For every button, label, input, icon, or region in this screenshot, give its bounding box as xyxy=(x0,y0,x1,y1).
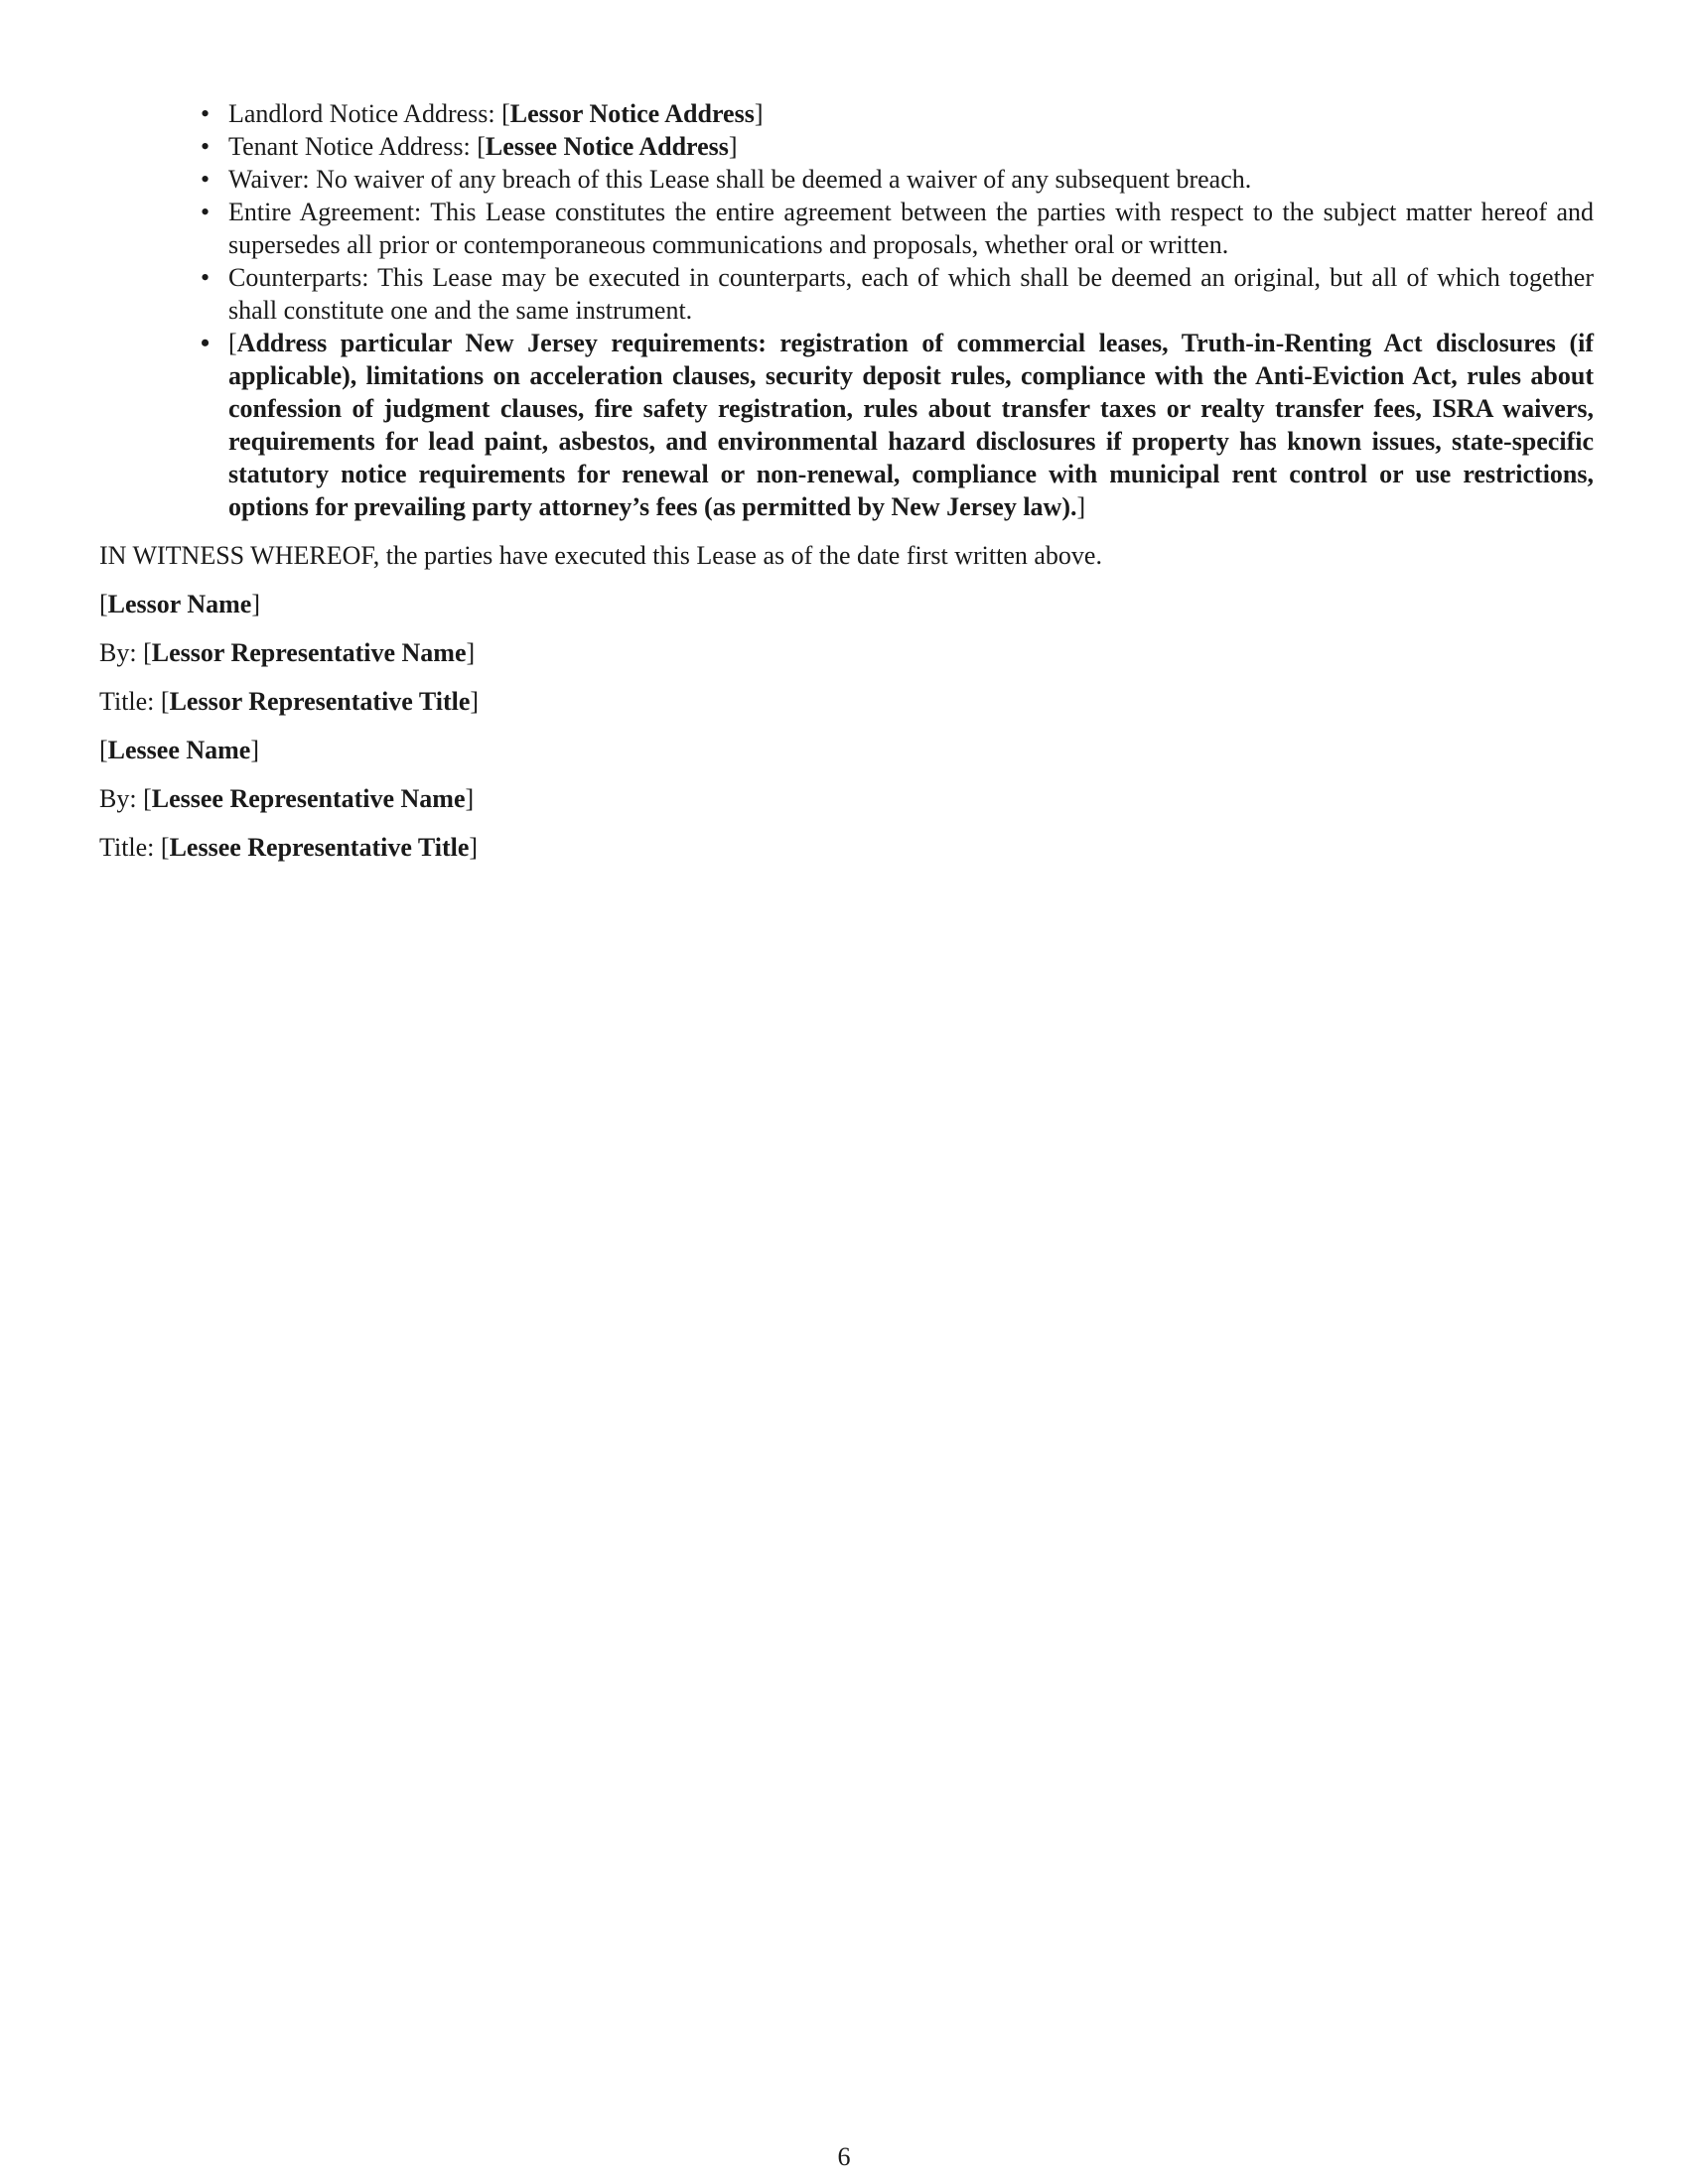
open-bracket: [ xyxy=(143,784,152,813)
close-bracket: ] xyxy=(470,687,480,716)
lessee-representative-title: Lessee Representative Title xyxy=(169,833,470,862)
close-bracket: ] xyxy=(465,784,475,813)
clause-label: Tenant Notice Address: xyxy=(228,132,471,161)
lessor-by-line xyxy=(99,636,1594,669)
title-label: Title: xyxy=(99,687,155,716)
clause-new-jersey-requirements-note xyxy=(228,327,1594,523)
open-bracket: [ xyxy=(160,833,170,862)
lessor-name-line xyxy=(99,588,1594,620)
placeholder-lessor-notice-address: Lessor Notice Address xyxy=(509,99,755,128)
clause-label: Landlord Notice Address: xyxy=(228,99,495,128)
open-bracket: [ xyxy=(99,736,108,764)
lessee-representative-name: Lessee Representative Name xyxy=(151,784,466,813)
open-bracket: [ xyxy=(477,132,486,161)
clause-tenant-notice-address xyxy=(228,130,1594,163)
page-number: 6 xyxy=(837,2142,851,2171)
clause-text: Counterparts: This Lease may be executed in counterparts, each of which shall be deemed an original, but all of which together shall constitute one and the same instrument. xyxy=(228,263,1594,325)
close-bracket: ] xyxy=(250,736,260,764)
note-text: Address particular New Jersey requirements: registration of commercial leases, Truth-in-Renting Act disclosures (if applicable), limitations on acceleration clauses, security deposit rules, compliance with the Anti-Eviction Act, rules about confession of judgment clauses, fire safety registration, rules about transfer taxes or realty transfer fees, ISRA waivers, requirements for lead paint, asbestos, and environmental hazard disclosures if property has known issues, state-specific statutory notice requirements for renewal or non-renewal, compliance with municipal rent control or use restrictions, options for prevailing party attorney’s fees (as permitted by New Jersey law). xyxy=(228,329,1594,521)
clause-list xyxy=(99,97,1594,523)
clause-landlord-notice-address xyxy=(228,97,1594,130)
by-label: By: xyxy=(99,784,137,813)
lessor-representative-title: Lessor Representative Title xyxy=(169,687,471,716)
close-bracket: ] xyxy=(469,833,479,862)
clause-counterparts xyxy=(228,261,1594,327)
lessee-title-line xyxy=(99,831,1594,864)
by-label: By: xyxy=(99,638,137,667)
placeholder-lessee-notice-address: Lessee Notice Address xyxy=(485,132,729,161)
close-bracket: ] xyxy=(1076,492,1086,521)
lessor-representative-name: Lessor Representative Name xyxy=(151,638,467,667)
page-content xyxy=(99,97,1594,864)
lessee-name-line xyxy=(99,734,1594,766)
clause-entire-agreement xyxy=(228,196,1594,261)
clause-text: Entire Agreement: This Lease constitutes the entire agreement between the parties with respect to the subject matter hereof and supersedes all prior or contemporaneous communications and proposals, whether oral or written. xyxy=(228,198,1594,259)
lessor-name: Lessor Name xyxy=(107,590,252,618)
open-bracket: [ xyxy=(160,687,170,716)
close-bracket: ] xyxy=(251,590,261,618)
close-bracket: ] xyxy=(466,638,476,667)
lessee-by-line xyxy=(99,782,1594,815)
open-bracket: [ xyxy=(99,590,108,618)
open-bracket: [ xyxy=(143,638,152,667)
lessee-name: Lessee Name xyxy=(107,736,251,764)
open-bracket: [ xyxy=(501,99,510,128)
clause-waiver xyxy=(228,163,1594,196)
title-label: Title: xyxy=(99,833,155,862)
witness-statement: IN WITNESS WHEREOF, the parties have executed this Lease as of the date first written above. xyxy=(99,541,1102,570)
lessor-title-line xyxy=(99,685,1594,718)
close-bracket: ] xyxy=(728,132,738,161)
open-bracket: [ xyxy=(228,329,237,357)
clause-text: Waiver: No waiver of any breach of this Lease shall be deemed a waiver of any subsequent breach. xyxy=(228,165,1252,194)
lessor-signature-block xyxy=(99,588,1594,718)
lessee-signature-block xyxy=(99,734,1594,864)
close-bracket: ] xyxy=(754,99,764,128)
